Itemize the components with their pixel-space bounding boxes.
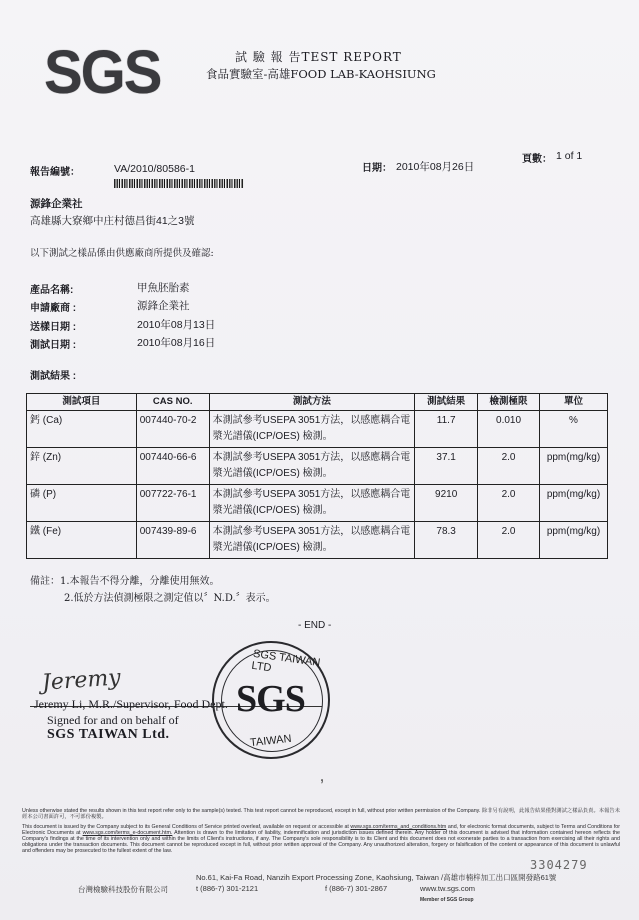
signer-name: Jeremy Li, M.R./Supervisor, Food Dept. (34, 697, 228, 711)
report-title: 試 驗 報 告TEST REPORT (235, 50, 402, 64)
header-result: 測試結果 (415, 394, 478, 411)
header-unit: 單位 (540, 394, 608, 411)
disclaimer-text: This document is issued by the Company subject to its General Conditions of Service printed overleaf, available on request or accessible at (22, 824, 351, 830)
terms-link[interactable]: www.sgs.com/terms_and_conditions.htm (350, 824, 447, 830)
header-cas-no: CAS NO. (136, 394, 209, 411)
footer-website[interactable]: www.tw.sgs.com (420, 884, 476, 893)
report-number-label: 報告編號： (30, 167, 80, 178)
client-name: 源鋒企業社 (30, 198, 83, 210)
header-limit: 檢測極限 (478, 394, 540, 411)
stamp-bottom-text: TAIWAN (249, 732, 293, 750)
signed-on-behalf: Signed for and on behalf of (47, 713, 179, 727)
cas-number: 007440-70-2 (136, 411, 209, 448)
detection-limit: 0.010 (478, 411, 540, 448)
date-label: 日期： (362, 163, 392, 174)
test-method: 本測試參考USEPA 3051方法，以感應耦合電漿光譜儀(ICP/OES) 檢測。 (209, 411, 415, 448)
lab-name: 食品實驗室-高雄FOOD LAB-KAOHSIUNG (206, 67, 436, 81)
signing-company: SGS TAIWAN Ltd. (47, 727, 170, 742)
test-item: 鐵 (Fe) (27, 522, 137, 559)
table-row (27, 485, 608, 522)
unit: ppm(mg/kg) (540, 522, 608, 559)
test-method: 本測試參考USEPA 3051方法，以感應耦合電漿光譜儀(ICP/OES) 檢測。 (209, 448, 415, 485)
test-item: 鈣 (Ca) (27, 411, 137, 448)
footer-address: No.61, Kai-Fa Road, Nanzih Export Processing Zone, Kaohsiung, Taiwan /高雄市楠梓加工出口區開發路61號 (196, 873, 557, 882)
test-method: 本測試參考USEPA 3051方法，以感應耦合電漿光譜儀(ICP/OES) 檢測。 (209, 485, 415, 522)
company-seal-stamp (212, 641, 330, 759)
footer-company-zh: 台灣檢驗科技股份有限公司 (78, 885, 168, 894)
barcode (114, 179, 244, 188)
detection-limit: 2.0 (478, 522, 540, 559)
test-item: 鋅 (Zn) (27, 448, 137, 485)
page-count: 1 of 1 (556, 150, 583, 162)
results-label: 測試結果 : (30, 371, 77, 382)
footer-fax: f (886-7) 301-2867 (325, 884, 388, 893)
product-name: 甲魚胚胎素 (137, 282, 190, 294)
report-number: VA/2010/80586-1 (114, 163, 195, 175)
cas-number: 007722-76-1 (136, 485, 209, 522)
e-document-terms-link[interactable]: www.sgs.com/terms_e-document.htm. (82, 830, 173, 837)
test-item: 磷 (P) (27, 485, 137, 522)
table-row (27, 411, 608, 448)
header-method: 測試方法 (209, 394, 415, 411)
report-date: 2010年08月26日 (396, 161, 475, 173)
test-date: 2010年08月16日 (137, 337, 216, 349)
scan-mark: ‚ (320, 765, 324, 785)
test-result: 78.3 (415, 522, 478, 559)
handwritten-signature: Jeremy (41, 665, 122, 696)
unit: ppm(mg/kg) (540, 485, 608, 522)
applicant-label: 申請廠商 : (30, 303, 77, 314)
disclaimer-text: Attention is drawn to the limitation of liability, indemnification and jurisdiction issues defined therein. Any holder of this document is advised that information contained hereon reflects the Company's findings at the time of its intervention only and within the limits of Client's instructions, if any. The Company's sole responsibility is to its Client and this document does not exonerate parties to a transaction from exercising all their rights and obligations under the transaction documents. This document cannot be reproduced except in full, without prior written approval of the Company. Any unauthorized alteration, forgery or falsification of the content or appearance of this document is unlawful and offenders may be prosecuted to the fullest extent of the law. (22, 830, 620, 855)
detection-limit: 2.0 (478, 485, 540, 522)
stamp-logo: SGS (236, 678, 305, 720)
received-date: 2010年08月13日 (137, 319, 216, 331)
serial-number: 3304279 (530, 858, 588, 872)
test-method: 本測試參考USEPA 3051方法，以感應耦合電漿光譜儀(ICP/OES) 檢測。 (209, 522, 415, 559)
unit: % (540, 411, 608, 448)
note-2: 2.低於方法偵測極限之測定值以〞N.D.〞表示。 (64, 593, 276, 604)
disclaimer-reproduction: Unless otherwise stated the results shown in this test report refer only to the sample(s) tested. This test report cannot be reproduced, except in full, without prior written permission of the Company. 除非另有說明，此報告結果僅對測試之樣品負責。本報告未經本公司書面許可，不可部份複製。 (22, 808, 620, 821)
test-result: 11.7 (415, 411, 478, 448)
client-address: 高雄縣大寮鄉中庄村德昌街41之3號 (30, 215, 195, 227)
applicant: 源鋒企業社 (137, 300, 190, 312)
sgs-logo: SGS (44, 38, 161, 107)
cas-number: 007439-89-6 (136, 522, 209, 559)
note-1: 備註：1.本報告不得分離，分離使用無效。 (30, 576, 220, 587)
footer-tel: t (886-7) 301-2121 (196, 884, 259, 893)
page-label: 頁數： (522, 154, 552, 165)
notes (30, 573, 276, 607)
disclaimer-conditions (22, 824, 620, 854)
detection-limit: 2.0 (478, 448, 540, 485)
results-table (26, 393, 608, 559)
test-result: 37.1 (415, 448, 478, 485)
table-row (27, 522, 608, 559)
product-label: 產品名稱: (30, 285, 74, 296)
header-test-item: 測試項目 (27, 394, 137, 411)
table-row (27, 448, 608, 485)
disclaimer-text: and, for electronic format documents, subject to Terms and Conditions for Electronic Documents at (22, 824, 621, 837)
test-result: 9210 (415, 485, 478, 522)
end-marker: - END - (298, 620, 332, 631)
cas-number: 007440-66-6 (136, 448, 209, 485)
footer-member: Member of SGS Group (420, 897, 474, 903)
test-date-label: 測試日期 : (30, 340, 77, 351)
received-date-label: 送樣日期 : (30, 322, 77, 333)
intro-text: 以下測試之樣品係由供應廠商所提供及確認: (30, 248, 214, 259)
unit: ppm(mg/kg) (540, 448, 608, 485)
stamp-top-text: SGS TAIWAN LTD (250, 647, 322, 675)
table-header-row (27, 394, 608, 411)
